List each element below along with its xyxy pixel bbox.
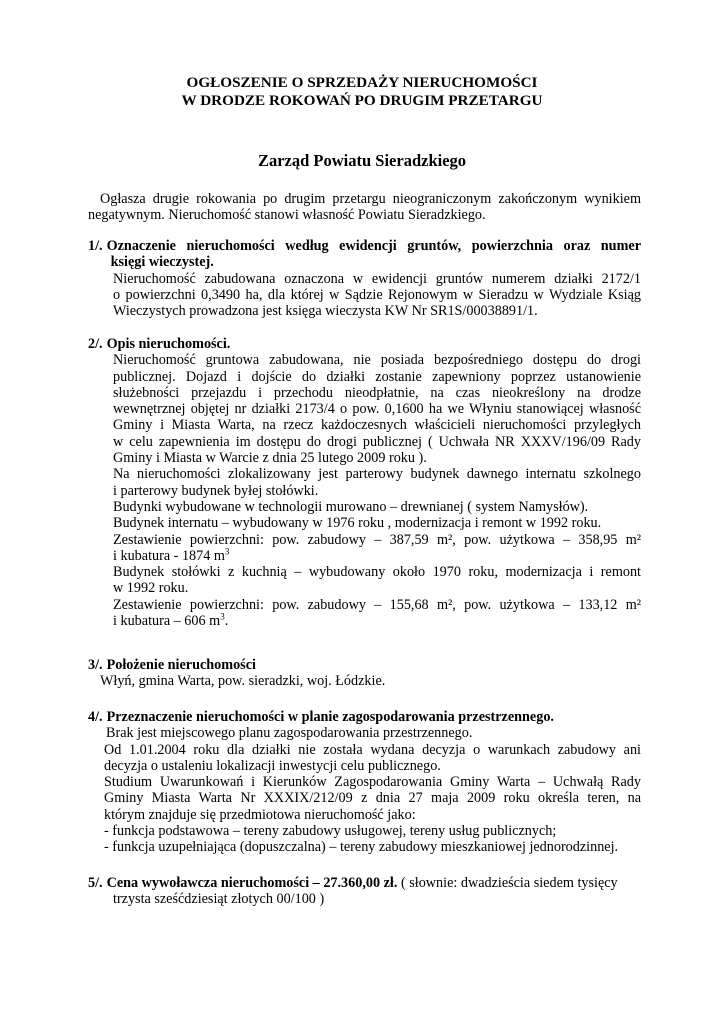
title-line-2: W DRODZE ROKOWAŃ PO DRUGIM PRZETARGU — [181, 92, 543, 109]
section-5-line-2: trzysta sześćdziesiąt złotych 00/100 ) — [113, 891, 325, 908]
section-2 — [88, 336, 641, 629]
section-1-line: o powierzchni 0,3490 ha, dla której w Sądzie Rejonowym w Sieradzu w Wydziale Ksiąg — [113, 286, 641, 303]
section-2-line: Zestawienie powierzchni: pow. zabudowy – 387,59 m², pow. użytkowa – 358,95 m² — [113, 531, 641, 548]
section-1-body — [88, 271, 641, 320]
section-2-line: w 1992 roku. — [113, 580, 189, 597]
intro-line-2: negatywnym. Nieruchomość stanowi własność Powiatu Sieradzkiego. — [88, 207, 486, 224]
section-3-heading — [88, 657, 641, 673]
section-2-line: i parterowy budynek byłej stołówki. — [113, 482, 319, 499]
section-2-line: Zestawienie powierzchni: pow. zabudowy – 155,68 m², pow. użytkowa – 133,12 m² — [113, 596, 641, 613]
section-5-number: 5/. — [88, 875, 103, 891]
document-title — [0, 74, 724, 110]
section-4-line: - funkcja podstawowa – tereny zabudowy usługowej, tereny usług publicznych; — [104, 823, 557, 840]
section-1-heading — [88, 238, 641, 271]
section-5-heading: Cena wywoławcza nieruchomości – 27.360,00 zł. — [106, 875, 398, 891]
section-2-line: służebności przejazdu i przechodu nieodpłatnie, na czas nieokreślony na drodze — [113, 384, 641, 401]
section-2-line: Na nieruchomości zlokalizowany jest parterowy budynek dawnego internatu szkolnego — [113, 466, 641, 483]
section-1-line: Nieruchomość zabudowana oznaczona w ewidencji gruntów numerem działki 2172/1 — [113, 270, 641, 287]
section-3-line: Włyń, gmina Warta, pow. sieradzki, woj. Łódzkie. — [100, 673, 386, 690]
section-4-heading — [88, 709, 641, 725]
section-1-number: 1/. — [88, 238, 103, 254]
section-2-heading-text: Opis nieruchomości. — [106, 336, 231, 352]
section-2-line: Nieruchomość gruntowa zabudowana, nie posiada bezpośredniego dostępu do drogi — [113, 352, 641, 369]
section-4-heading-text: Przeznaczenie nieruchomości w planie zagospodarowania przestrzennego. — [106, 709, 554, 725]
section-2-line: w celu zapewnienia im dostępu do drogi publicznej ( Uchwała NR XXXV/196/09 Rady — [113, 433, 641, 450]
section-2-heading — [88, 336, 641, 352]
section-4-line: - funkcja uzupełniająca (dopuszczalna) – tereny zabudowy mieszkaniowej jednorodzinnej. — [104, 839, 619, 856]
section-2-volume-line-2: i kubatura – 606 $m^3$. — [113, 611, 229, 630]
section-3-body — [88, 673, 641, 689]
section-2-line: Budynek stołówki z kuchnią – wybudowany około 1970 roku, modernizacja i remont — [113, 564, 641, 581]
section-2-line: Budynki wybudowane w technologii murowano – drewnianej ( system Namysłów). — [113, 498, 589, 515]
section-1-line: Wieczystych prowadzona jest księga wieczysta KW Nr SR1S/00038891/1. — [113, 303, 538, 320]
section-5 — [88, 875, 641, 908]
section-4-line: Gminy Miasta Warta Nr XXXIX/212/09 z dnia 27 maja 2009 roku określa teren, na — [104, 790, 641, 807]
section-2-line: wewnętrznej objętej nr działki 2173/4 o pow. 0,1600 ha we Włyniu stanowiącej własność — [113, 401, 641, 418]
section-4-line: Od 1.01.2004 roku dla działki nie została wydana decyzja o warunkach zabudowy ani — [104, 741, 641, 758]
section-4 — [88, 709, 641, 856]
section-4-number: 4/. — [88, 709, 103, 725]
section-4-line: decyzja o ustaleniu lokalizacji inwestycji celu publicznego. — [104, 757, 441, 774]
section-4-line: którym znajduje się przedmiotowa nieruchomość jako: — [104, 806, 416, 823]
section-5-line-1 — [88, 875, 641, 891]
section-1-heading-line-2: księgi wieczystej. — [110, 254, 214, 271]
section-5-price-words: ( słownie: dwadzieścia siedem tysięcy — [397, 875, 618, 891]
section-4-body — [88, 725, 641, 855]
section-1-heading-line-1: Oznaczenie nieruchomości według ewidencji gruntów, powierzchnia oraz numer — [106, 238, 641, 254]
section-3 — [88, 657, 641, 690]
issuer-heading: Zarząd Powiatu Sieradzkiego — [257, 151, 467, 170]
intro-paragraph — [88, 191, 641, 224]
title-line-1: OGŁOSZENIE O SPRZEDAŻY NIERUCHOMOŚCI — [186, 74, 538, 91]
section-2-line: Gminy i Miasta w Warcie z dnia 25 lutego 2009 roku ). — [113, 450, 427, 467]
section-1 — [88, 238, 641, 319]
section-2-line: Gminy i Miasta Warta, na rzecz każdoczesnych właścicieli nieruchomości przyległych — [113, 417, 641, 434]
section-3-heading-text: Położenie nieruchomości — [106, 657, 256, 673]
section-4-line: Studium Uwarunkowań i Kierunków Zagospodarowania Gminy Warta – Uchwałą Rady — [104, 774, 641, 791]
superscript-3: 3 — [220, 611, 225, 622]
section-2-line: publicznej. Dojazd i dojście do działki zostanie zapewniony poprzez ustanowienie — [113, 368, 641, 385]
section-2-volume-line-1: i kubatura - 1874 $m^3$ — [113, 546, 230, 564]
section-2-body — [88, 352, 641, 629]
section-4-line: Brak jest miejscowego planu zagospodarowania przestrzennego. — [106, 725, 473, 742]
intro-line-1: Ogłasza drugie rokowania po drugim przetargu nieograniczonym zakończonym wynikiem — [100, 191, 641, 207]
section-2-number: 2/. — [88, 336, 103, 352]
section-2-line: Budynek internatu – wybudowany w 1976 roku , modernizacja i remont w 1992 roku. — [113, 515, 602, 532]
section-3-number: 3/. — [88, 657, 103, 673]
superscript-3: 3 — [224, 546, 230, 557]
